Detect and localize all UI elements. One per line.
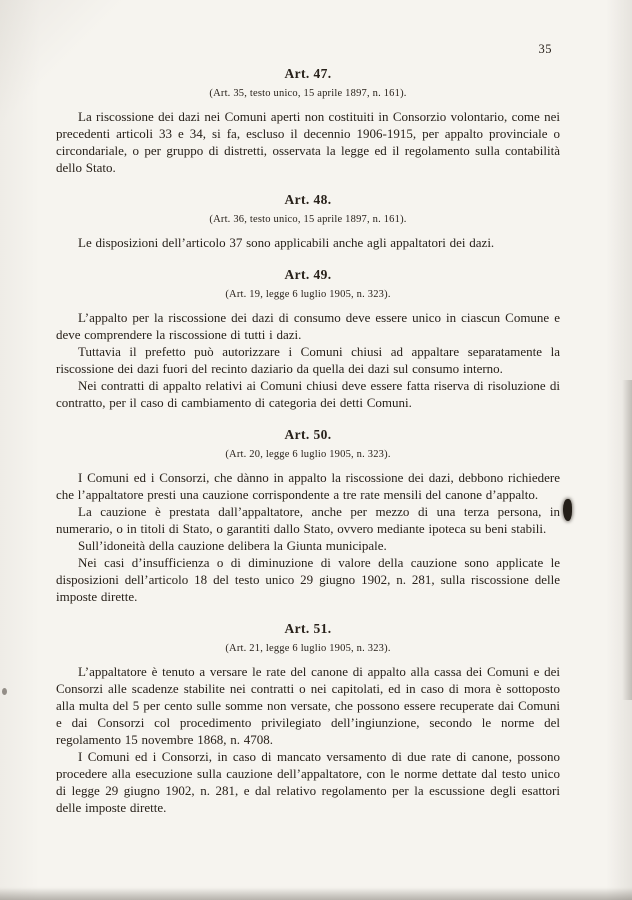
article-paragraph: Nei casi d’insufficienza o di diminuzione di valore della cauzione sono applicate le disposizioni dell’articolo 18 del testo unico 29 giugno 1902, n. 281, sulla riscossione delle imposte dirette. bbox=[56, 555, 560, 604]
article-heading: Art. 50. bbox=[284, 427, 332, 442]
article-reference: (Art. 36, testo unico, 15 aprile 1897, n. 161). bbox=[209, 214, 407, 225]
article-paragraph: I Comuni ed i Consorzi, in caso di mancato versamento di due rate di canone, possono procedere alla esecuzione sulla cauzione dell’appaltatore, con le norme dettate dal testo unico di legge 29 giugno 1902, n. 281, e dal relativo regolamento per la escussione degli esattori delle imposte dirette. bbox=[56, 749, 560, 815]
article-48 bbox=[56, 192, 560, 251]
article-paragraph: L’appaltatore è tenuto a versare le rate del canone di appalto alla cassa dei Comuni e dei Consorzi alle scadenze stabilite nei contratti o nei capitolati, ed in caso di mora è sottoposto alla multa del 5 per cento sulle somme non versate, che possono essere recuperate dai Comuni e dai Consorzi col procedimento privilegiato dell’ingiunzione, secondo le norme del regolamento 15 novembre 1868, n. 4708. bbox=[56, 664, 560, 747]
article-paragraph: La riscossione dei dazi nei Comuni aperti non costituiti in Consorzio volontario, come nei precedenti articoli 33 e 34, si fa, escluso il decennio 1906-1915, per appalto provinciale o circondariale, o per gruppo di distretti, osservata la legge ed il regolamento sulla contabilità dello Stato. bbox=[56, 109, 560, 175]
article-50 bbox=[56, 427, 560, 605]
scan-artifact-left-speck bbox=[2, 688, 7, 695]
article-49 bbox=[56, 267, 560, 411]
article-paragraph: Tuttavia il prefetto può autorizzare i Comuni chiusi ad appaltare separatamente la riscossione dei dazi fuori del recinto daziario da quella dei dazi sul consumo interno. bbox=[56, 344, 560, 376]
article-51 bbox=[56, 621, 560, 816]
article-reference: (Art. 20, legge 6 luglio 1905, n. 323). bbox=[225, 449, 391, 460]
article-reference: (Art. 19, legge 6 luglio 1905, n. 323). bbox=[225, 289, 391, 300]
article-paragraph: Le disposizioni dell’articolo 37 sono applicabili anche agli appaltatori dei dazi. bbox=[78, 235, 495, 250]
page-content bbox=[56, 50, 560, 816]
scan-artifact-right-edge-shadow bbox=[622, 380, 632, 700]
article-paragraph: Nei contratti di appalto relativi ai Comuni chiusi deve essere fatta riserva di risoluzione di contratto, per il caso di cambiamento di categoria dei detti Comuni. bbox=[56, 378, 560, 410]
article-reference: (Art. 35, testo unico, 15 aprile 1897, n. 161). bbox=[209, 88, 407, 99]
article-paragraph: Sull’idoneità della cauzione delibera la Giunta municipale. bbox=[78, 538, 387, 553]
article-47 bbox=[56, 66, 560, 176]
article-heading: Art. 47. bbox=[284, 66, 332, 81]
page-number: 35 bbox=[538, 42, 552, 56]
article-paragraph: L’appalto per la riscossione dei dazi di consumo deve essere unico in ciascun Comune e deve comprendere la riscossione di tutti i dazi. bbox=[56, 310, 560, 342]
scan-artifact-ink-blot bbox=[563, 499, 572, 521]
scan-artifact-bottom-shadow bbox=[0, 888, 632, 900]
article-reference: (Art. 21, legge 6 luglio 1905, n. 323). bbox=[225, 643, 391, 654]
article-heading: Art. 49. bbox=[284, 267, 332, 282]
article-heading: Art. 51. bbox=[284, 621, 332, 636]
article-paragraph: La cauzione è prestata dall’appaltatore, anche per mezzo di una terza persona, in numerario, o in titoli di Stato, o garantiti dallo Stato, ovvero mediante ipoteca su beni stabili. bbox=[56, 504, 560, 536]
article-paragraph: I Comuni ed i Consorzi, che dànno in appalto la riscossione dei dazi, debbono richiedere che l’appaltatore presti una cauzione corrispondente a tre rate mensili del canone d’appalto. bbox=[56, 470, 560, 502]
article-heading: Art. 48. bbox=[284, 192, 332, 207]
